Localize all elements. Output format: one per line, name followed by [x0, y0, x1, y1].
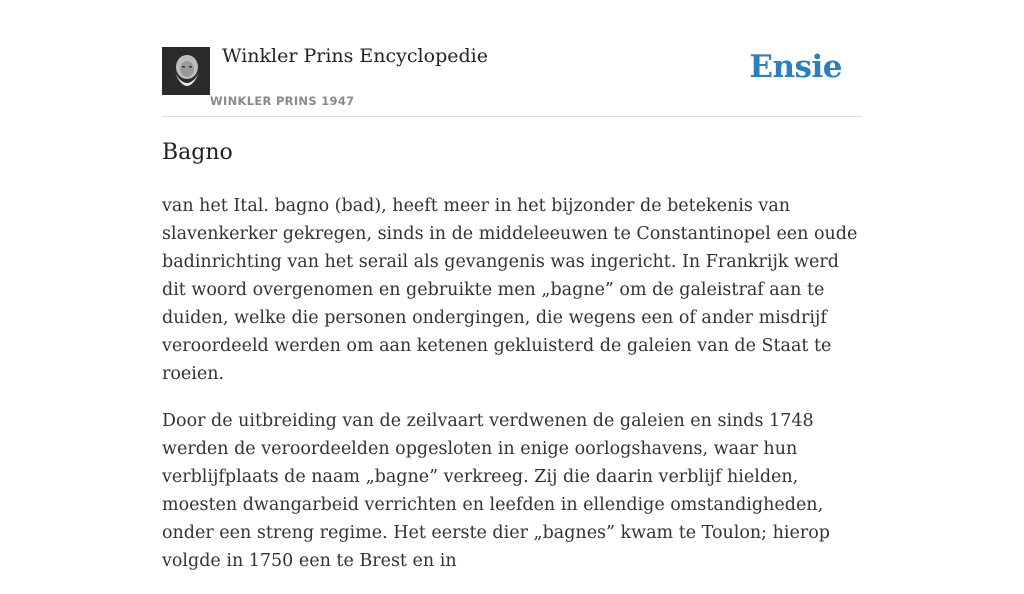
- header: [162, 0, 862, 117]
- portrait-image: [162, 47, 210, 95]
- article-paragraph: van het Ital. bagno (bad), heeft meer in het bijzonder de betekenis van slavenkerker gekregen, sinds in de middeleeuwen te Constantinopel een oude badinrichting van het serail als gevangenis was ingericht. In Frankrijk werd dit woord overgenomen en gebruikte men „bagne” om de galeistraf aan te duiden, welke die personen ondergingen, die wegens een of ander misdrijf veroordeeld werden om aan ketenen gekluisterd de galeien van de Staat te roeien.: [162, 196, 858, 384]
- article-body: [162, 192, 862, 594]
- edition-label[interactable]: WINKLER PRINS 1947: [210, 94, 355, 108]
- ensie-logo[interactable]: Ensie: [749, 49, 842, 85]
- author-avatar[interactable]: [162, 47, 210, 95]
- site-title[interactable]: Winkler Prins Encyclopedie: [222, 45, 488, 67]
- article-paragraph: Door de uitbreiding van de zeilvaart verdwenen de galeien en sinds 1748 werden de veroordeelden opgesloten in enige oorlogshavens, waar hun verblijfplaats de naam „bagne” verkreeg. Zij die daarin verblijf hielden, moesten dwangarbeid verrichten en leefden in ellendige omstandigheden, onder een streng regime. Het eerste dier „bagnes” kwam te Toulon; hierop volgde in 1750 een te Brest en in: [162, 411, 830, 571]
- article-container: [162, 0, 862, 571]
- article-title: Bagno: [162, 140, 233, 165]
